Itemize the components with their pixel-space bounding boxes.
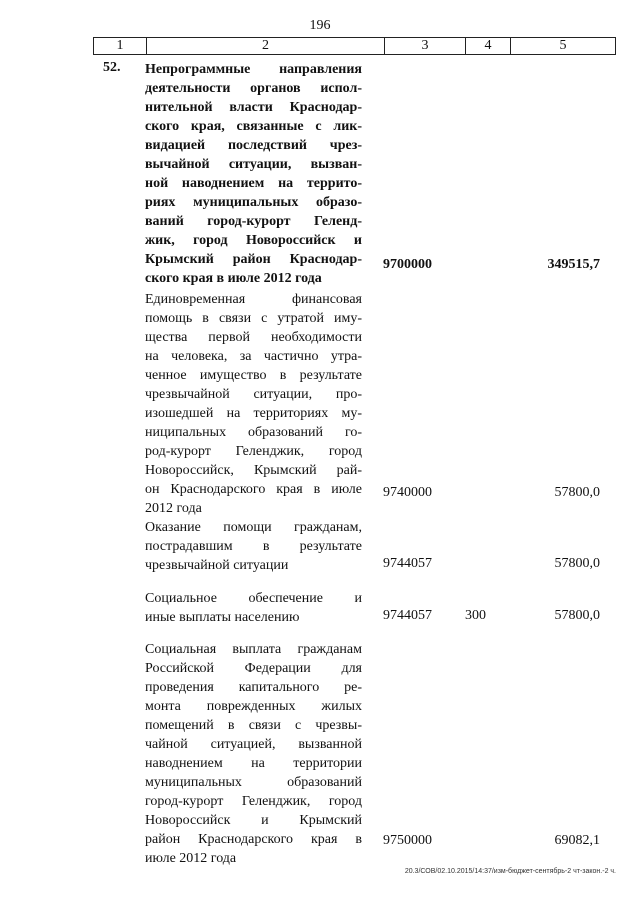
desc-line: ского края в июле 2012 года [145, 271, 322, 286]
desc-line: Новороссийск и Крымский [145, 813, 362, 828]
column-header-3: 3 [385, 38, 466, 55]
row-description [145, 640, 362, 868]
desc-line: наводнением на территории [145, 756, 362, 771]
desc-line: ниципальных образований го- [145, 425, 362, 440]
desc-line: риях муниципальных образо- [145, 195, 362, 210]
row-amount: 69082,1 [554, 833, 600, 848]
desc-line: монта поврежденных жилых [145, 699, 362, 714]
row-amount: 57800,0 [554, 608, 600, 623]
column-header-table [93, 37, 616, 55]
desc-line: Непрограммные направления [145, 62, 362, 77]
desc-line: проведения капитального ре- [145, 680, 362, 695]
desc-line: деятельности органов испол- [145, 81, 362, 96]
desc-line: помощь в связи с утратой иму- [145, 311, 362, 326]
desc-line: чрезвычайной ситуации [145, 558, 289, 573]
desc-line: ной наводнением на террито- [145, 176, 362, 191]
row-code: 9744057 [383, 608, 432, 623]
desc-line: чайной ситуацией, вызванной [145, 737, 362, 752]
row-amount: 57800,0 [554, 556, 600, 571]
row-amount: 57800,0 [554, 485, 600, 500]
desc-line: чрезвычайной ситуации, про- [145, 387, 362, 402]
desc-line: помещений в связи с чрезвы- [145, 718, 362, 733]
page-number: 196 [309, 18, 331, 33]
desc-line: изошедшей на территориях му- [145, 406, 362, 421]
desc-line: нительной власти Краснодар- [145, 100, 362, 115]
desc-line: пострадавшим в результате [145, 539, 362, 554]
desc-line: щества первой необходимости [145, 330, 362, 345]
desc-line: июле 2012 года [145, 851, 237, 866]
desc-line: Российской Федерации для [145, 661, 362, 676]
desc-line: район Краснодарского края в [145, 832, 362, 847]
column-header-5: 5 [511, 38, 616, 55]
desc-line: жик, город Новороссийск и [145, 233, 362, 248]
footer-file-stamp: 20.3/СОВ/02.10.2015/14:37/изм-бюджет-сентябрь-2 чт-закон.-2 ч. [404, 868, 616, 875]
desc-line: Оказание помощи гражданам, [145, 520, 362, 535]
row-code: 9740000 [383, 485, 432, 500]
desc-line: муниципальных образований [145, 775, 362, 790]
desc-line: ченное имущество в результате [145, 368, 362, 383]
desc-line: видацией последствий чрез- [145, 138, 362, 153]
desc-line: на человека, за частично утра- [145, 349, 362, 364]
row-description [145, 60, 362, 288]
row-code: 9744057 [383, 556, 432, 571]
row-description [145, 518, 362, 575]
desc-line: род-курорт Геленджик, город [145, 444, 362, 459]
row-code: 9750000 [383, 833, 432, 848]
column-header-4: 4 [466, 38, 511, 55]
row-number: 52. [103, 60, 121, 75]
row-type: 300 [465, 608, 486, 623]
desc-line: иные выплаты населению [145, 610, 300, 625]
desc-line: Единовременная финансовая [145, 292, 362, 307]
row-amount: 349515,7 [547, 257, 600, 272]
desc-line: ваний город-курорт Геленд- [145, 214, 362, 229]
row-description [145, 589, 362, 627]
row-description [145, 290, 362, 518]
column-header-2: 2 [147, 38, 385, 55]
column-header-1: 1 [94, 38, 147, 55]
desc-line: вычайной ситуации, вызван- [145, 157, 362, 172]
desc-line: он Краснодарского края в июле [145, 482, 362, 497]
desc-line: Социальное обеспечение и [145, 591, 362, 606]
desc-line: Крымский район Краснодар- [145, 252, 362, 267]
row-code: 9700000 [383, 257, 432, 272]
desc-line: Новороссийск, Крымский рай- [145, 463, 362, 478]
desc-line: Социальная выплата гражданам [145, 642, 362, 657]
desc-line: 2012 года [145, 501, 202, 516]
desc-line: ского края, связанные с лик- [145, 119, 362, 134]
desc-line: город-курорт Геленджик, город [145, 794, 362, 809]
